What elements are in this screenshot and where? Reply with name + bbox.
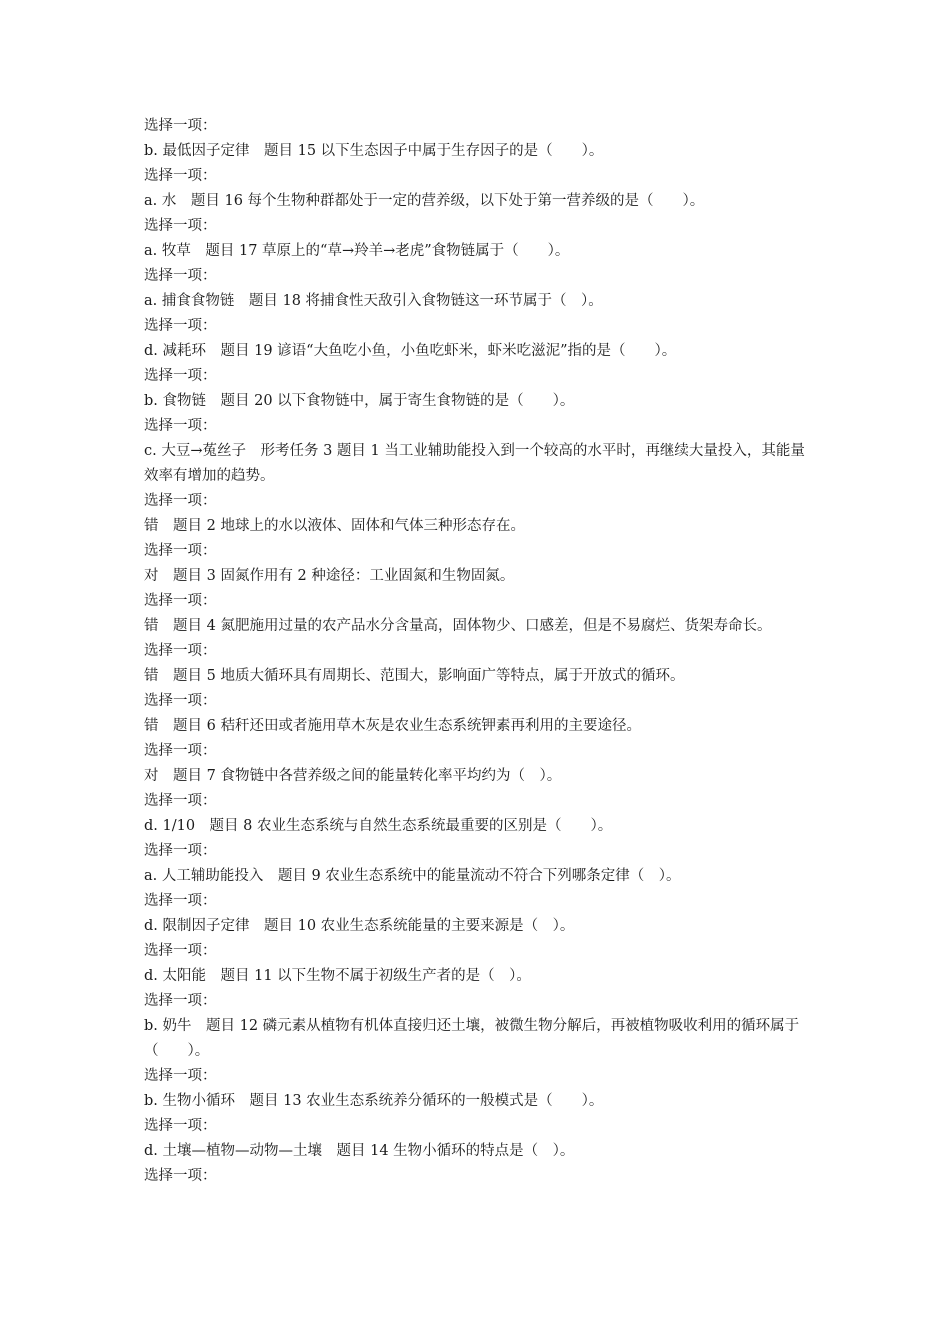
choice-prompt: 选择一项： [144, 493, 217, 509]
choice-prompt: 选择一项： [144, 543, 217, 559]
question-line: a. 牧草 题目 17 草原上的“草→羚羊→老虎”食物链属于（ ）。 [144, 243, 570, 259]
choice-prompt: 选择一项： [144, 593, 217, 609]
choice-prompt: 选择一项： [144, 118, 217, 134]
choice-prompt: 选择一项： [144, 1168, 217, 1184]
question-line: 错 题目 2 地球上的水以液体、固体和气体三种形态存在。 [144, 518, 525, 534]
choice-prompt: 选择一项： [144, 168, 217, 184]
choice-prompt: 选择一项： [144, 418, 217, 434]
choice-prompt: 选择一项： [144, 268, 217, 284]
question-line: a. 人工辅助能投入 题目 9 农业生态系统中的能量流动不符合下列哪条定律（ ）。 [144, 868, 681, 884]
choice-prompt: 选择一项： [144, 993, 217, 1009]
document-page [144, 114, 808, 1189]
question-line: d. 减耗环 题目 19 谚语“大鱼吃小鱼，小鱼吃虾米，虾米吃滋泥”指的是（ ）。 [144, 343, 677, 359]
choice-prompt: 选择一项： [144, 1068, 217, 1084]
question-line: 对 题目 3 固氮作用有 2 种途径：工业固氮和生物固氮。 [144, 568, 515, 584]
choice-prompt: 选择一项： [144, 793, 217, 809]
question-line: c. 大豆→菟丝子 形考任务 3 题目 1 当工业辅助能投入到一个较高的水平时，再继续大量投入，其能量效率有增加的趋势。 [144, 443, 805, 484]
choice-prompt: 选择一项： [144, 893, 217, 909]
choice-prompt: 选择一项： [144, 368, 217, 384]
choice-prompt: 选择一项： [144, 318, 217, 334]
choice-prompt: 选择一项： [144, 743, 217, 759]
question-line: d. 限制因子定律 题目 10 农业生态系统能量的主要来源是（ ）。 [144, 918, 575, 934]
question-line: b. 奶牛 题目 12 磷元素从植物有机体直接归还土壤，被微生物分解后，再被植物吸收利用的循环属于（ ）。 [144, 1018, 800, 1059]
question-line: 对 题目 7 食物链中各营养级之间的能量转化率平均约为（ ）。 [144, 768, 562, 784]
question-line: a. 捕食食物链 题目 18 将捕食性天敌引入食物链这一环节属于（ ）。 [144, 293, 603, 309]
question-line: 错 题目 5 地质大循环具有周期长、范围大，影响面广等特点，属于开放式的循环。 [144, 668, 685, 684]
question-line: a. 水 题目 16 每个生物种群都处于一定的营养级，以下处于第一营养级的是（ ）。 [144, 193, 705, 209]
question-line: b. 最低因子定律 题目 15 以下生态因子中属于生存因子的是（ ）。 [144, 143, 604, 159]
question-line: 错 题目 4 氮肥施用过量的农产品水分含量高，固体物少、口感差，但是不易腐烂、货架寿命长。 [144, 618, 772, 634]
question-line: b. 生物小循环 题目 13 农业生态系统养分循环的一般模式是（ ）。 [144, 1093, 604, 1109]
choice-prompt: 选择一项： [144, 843, 217, 859]
choice-prompt: 选择一项： [144, 943, 217, 959]
question-line: 错 题目 6 秸秆还田或者施用草木灰是农业生态系统钾素再利用的主要途径。 [144, 718, 641, 734]
choice-prompt: 选择一项： [144, 693, 217, 709]
question-line: d. 太阳能 题目 11 以下生物不属于初级生产者的是（ ）。 [144, 968, 531, 984]
question-line: d. 1/10 题目 8 农业生态系统与自然生态系统最重要的区别是（ ）。 [144, 818, 613, 834]
question-line: b. 食物链 题目 20 以下食物链中，属于寄生食物链的是（ ）。 [144, 393, 575, 409]
choice-prompt: 选择一项： [144, 1118, 217, 1134]
choice-prompt: 选择一项： [144, 643, 217, 659]
question-line: d. 土壤—植物—动物—土壤 题目 14 生物小循环的特点是（ ）。 [144, 1143, 575, 1159]
choice-prompt: 选择一项： [144, 218, 217, 234]
